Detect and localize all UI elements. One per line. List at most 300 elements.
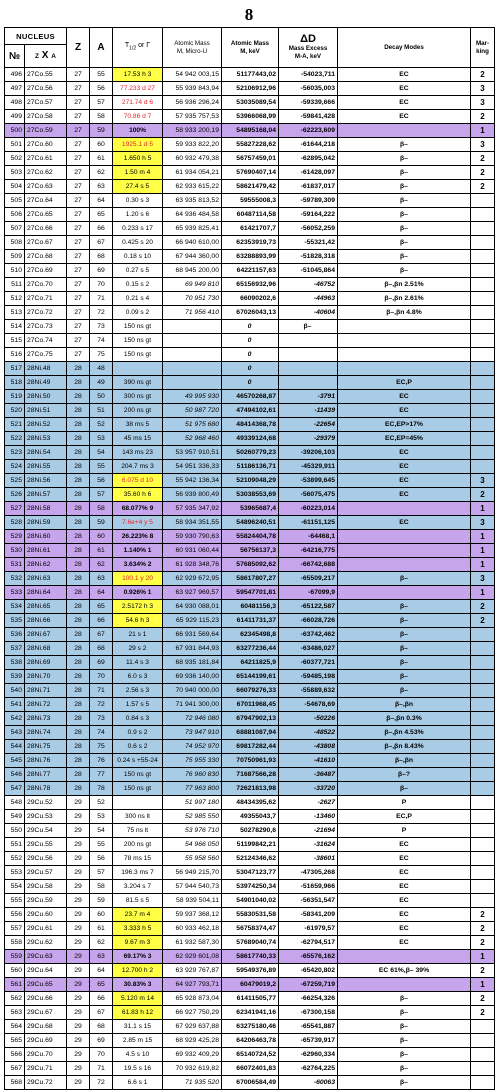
proton-number: 27 <box>67 334 90 348</box>
nuclide-table <box>4 27 495 1090</box>
atomic-mass-micro-u: 65 929 115,23 <box>163 614 222 628</box>
nuclide-symbol: 29Cu.61 <box>25 922 67 936</box>
mass-number: 51 <box>90 404 113 418</box>
atomic-mass-kev: 54896240,51 <box>222 516 279 530</box>
table-row <box>5 1062 495 1076</box>
proton-number: 27 <box>67 152 90 166</box>
mass-excess: -65576,162 <box>279 950 338 964</box>
table-row <box>5 1076 495 1090</box>
half-life: 78 ms 15 <box>113 852 163 866</box>
mass-excess: -51659,966 <box>279 880 338 894</box>
atomic-mass-micro-u: 53 976 710 <box>163 824 222 838</box>
nuclide-symbol: 27Co.69 <box>25 264 67 278</box>
mass-excess: -62794,517 <box>279 936 338 950</box>
marking: 2 <box>471 908 495 922</box>
table-row <box>5 558 495 572</box>
atomic-mass-kev: 59549376,89 <box>222 964 279 978</box>
nuclide-symbol: 29Cu.64 <box>25 964 67 978</box>
half-life: 200 ns gt <box>113 838 163 852</box>
decay-modes: β– <box>338 1020 471 1034</box>
marking <box>471 376 495 390</box>
table-row <box>5 754 495 768</box>
table-row <box>5 516 495 530</box>
mass-excess: -54678,69 <box>279 698 338 712</box>
mass-number: 61 <box>90 922 113 936</box>
row-number: 525 <box>5 474 25 488</box>
decay-modes: β– <box>338 642 471 656</box>
mass-excess: -2627 <box>279 796 338 810</box>
proton-number: 29 <box>67 866 90 880</box>
table-row <box>5 152 495 166</box>
marking: 1 <box>471 124 495 138</box>
mass-excess: -59789,309 <box>279 194 338 208</box>
decay-modes: β– <box>338 1048 471 1062</box>
table-row <box>5 950 495 964</box>
mass-number: 61 <box>90 152 113 166</box>
proton-number: 29 <box>67 810 90 824</box>
mass-excess: -59485,198 <box>279 670 338 684</box>
row-number: 531 <box>5 558 25 572</box>
marking <box>471 894 495 908</box>
marking <box>471 796 495 810</box>
mass-number: 74 <box>90 726 113 740</box>
proton-number: 28 <box>67 516 90 530</box>
half-life: 3.204 s 7 <box>113 880 163 894</box>
atomic-mass-micro-unit: M, Micro-U <box>176 47 208 55</box>
atomic-mass-micro-u: 72 946 080 <box>163 712 222 726</box>
proton-number: 28 <box>67 530 90 544</box>
mass-excess: -62223,609 <box>279 124 338 138</box>
proton-number: 28 <box>67 390 90 404</box>
atomic-mass-micro-u: 69 949 810 <box>163 278 222 292</box>
mass-number: 56 <box>90 82 113 96</box>
decay-modes: β– <box>338 194 471 208</box>
proton-number: 29 <box>67 1020 90 1034</box>
half-life: 35.60 h 6 <box>113 488 163 502</box>
proton-number: 27 <box>67 110 90 124</box>
mass-number: 69 <box>90 1034 113 1048</box>
decay-modes: β– <box>338 1006 471 1020</box>
nuclide-symbol: 27Co.70 <box>25 278 67 292</box>
half-life: 390 ns gt <box>113 376 163 390</box>
nuclide-symbol: 27Co.64 <box>25 194 67 208</box>
table-row <box>5 880 495 894</box>
decay-modes: EC <box>338 516 471 530</box>
marking <box>471 320 495 334</box>
atomic-mass-kev: 65144199,61 <box>222 670 279 684</box>
table-row <box>5 894 495 908</box>
mass-number: 58 <box>90 880 113 894</box>
proton-number: 27 <box>67 96 90 110</box>
table-row <box>5 418 495 432</box>
decay-modes: β– <box>338 628 471 642</box>
nuclide-symbol: 28Ni.75 <box>25 740 67 754</box>
table-row <box>5 488 495 502</box>
mass-excess: -61428,097 <box>279 166 338 180</box>
marking <box>471 726 495 740</box>
table-row <box>5 544 495 558</box>
nuclide-symbol: 28Ni.51 <box>25 404 67 418</box>
table-row <box>5 320 495 334</box>
atomic-mass-micro-u: 56 939 800,49 <box>163 488 222 502</box>
nuclide-symbol: 27Co.58 <box>25 110 67 124</box>
mass-excess: -59339,666 <box>279 96 338 110</box>
atomic-mass-micro-u: 52 968 460 <box>163 432 222 446</box>
atomic-mass-kev: 57690407,14 <box>222 166 279 180</box>
atomic-mass-kev: 68881087,94 <box>222 726 279 740</box>
proton-number: 27 <box>67 208 90 222</box>
decay-modes: P <box>338 824 471 838</box>
nuclide-symbol: 28Ni.50 <box>25 390 67 404</box>
atomic-mass-kev: 49355043,7 <box>222 810 279 824</box>
proton-number: 28 <box>67 544 90 558</box>
atomic-mass-kev: 66079276,33 <box>222 684 279 698</box>
atomic-mass-kev: 71687566,28 <box>222 768 279 782</box>
half-life: 30.83% 3 <box>113 978 163 992</box>
proton-number: 28 <box>67 432 90 446</box>
mass-excess: -64468,1 <box>279 530 338 544</box>
nuclide-symbol: 28Ni.73 <box>25 712 67 726</box>
mass-excess: -55889,632 <box>279 684 338 698</box>
half-life: 68.077% 9 <box>113 502 163 516</box>
atomic-mass-micro-u: 67 944 360,00 <box>163 250 222 264</box>
decay-modes: EC <box>338 838 471 852</box>
atomic-mass-kev: 0 <box>222 320 279 334</box>
table-row <box>5 838 495 852</box>
halflife-header: $T_{1/2}$ or Γ <box>113 28 163 68</box>
row-number: 515 <box>5 334 25 348</box>
decay-modes <box>338 586 471 600</box>
half-life: 45 ms 15 <box>113 432 163 446</box>
atomic-mass-micro-u: 60 932 479,38 <box>163 152 222 166</box>
row-number: 526 <box>5 488 25 502</box>
table-row <box>5 432 495 446</box>
marking: 2 <box>471 614 495 628</box>
nuclide-symbol: 27Co.74 <box>25 334 67 348</box>
mass-number: 58 <box>90 502 113 516</box>
marking <box>471 838 495 852</box>
nuclide-symbol: 29Cu.63 <box>25 950 67 964</box>
decay-modes: β– <box>338 1034 471 1048</box>
nuclide-symbol: 29Cu.65 <box>25 978 67 992</box>
decay-modes: EC <box>338 894 471 908</box>
atomic-mass-micro-u: 68 945 200,00 <box>163 264 222 278</box>
decay-modes: β–,βn 0.3% <box>338 712 471 726</box>
proton-number: 29 <box>67 880 90 894</box>
half-life: 61.83 h 12 <box>113 1006 163 1020</box>
half-life: 21 s 1 <box>113 628 163 642</box>
marking: 1 <box>471 950 495 964</box>
marking <box>471 432 495 446</box>
decay-modes: β–,βn <box>338 698 471 712</box>
mass-number: 57 <box>90 96 113 110</box>
mass-excess: -38601 <box>279 852 338 866</box>
table-row <box>5 810 495 824</box>
atomic-mass-kev: 50278290,6 <box>222 824 279 838</box>
mass-excess: -60223,014 <box>279 502 338 516</box>
nuclide-symbol: 28Ni.78 <box>25 782 67 796</box>
atomic-mass-kev: 62345498,8 <box>222 628 279 642</box>
mass-excess <box>279 348 338 362</box>
atomic-mass-kev: 52109048,29 <box>222 474 279 488</box>
marking <box>471 866 495 880</box>
proton-number: 28 <box>67 376 90 390</box>
atomic-mass-micro-u: 62 929 672,95 <box>163 572 222 586</box>
row-number: 496 <box>5 68 25 82</box>
decay-modes: EC <box>338 460 471 474</box>
atomic-mass-kev: 51177443,02 <box>222 68 279 82</box>
table-row <box>5 978 495 992</box>
proton-number: 27 <box>67 222 90 236</box>
proton-number: 29 <box>67 922 90 936</box>
atomic-mass-micro-u: 55 958 560 <box>163 852 222 866</box>
nuclide-symbol: 29Cu.54 <box>25 824 67 838</box>
nuclide-symbol: 27Co.57 <box>25 96 67 110</box>
nuclide-symbol: 27Co.59 <box>25 124 67 138</box>
marking <box>471 446 495 460</box>
mass-number: 62 <box>90 558 113 572</box>
row-number: 503 <box>5 166 25 180</box>
row-number: 561 <box>5 978 25 992</box>
decay-modes: β– <box>338 1076 471 1090</box>
mass-excess: -36487 <box>279 768 338 782</box>
row-number: 549 <box>5 810 25 824</box>
row-number: 512 <box>5 292 25 306</box>
half-life: 0.233 s 17 <box>113 222 163 236</box>
proton-number: 29 <box>67 964 90 978</box>
atomic-mass-kev: 60479019,2 <box>222 978 279 992</box>
mass-excess <box>279 376 338 390</box>
atomic-mass-micro-u: 55 939 843,94 <box>163 82 222 96</box>
marking-header: Mar-king <box>471 28 495 68</box>
marking <box>471 194 495 208</box>
nuclide-symbol: 29Cu.69 <box>25 1034 67 1048</box>
atomic-mass-micro-u: 60 931 060,44 <box>163 544 222 558</box>
mass-excess: -59841,428 <box>279 110 338 124</box>
proton-number: 28 <box>67 712 90 726</box>
row-number: 539 <box>5 670 25 684</box>
atomic-mass-kev: 53965687,4 <box>222 502 279 516</box>
marking <box>471 824 495 838</box>
table-row <box>5 684 495 698</box>
atomic-mass-kev: 58617740,33 <box>222 950 279 964</box>
atomic-mass-micro-u: 60 933 462,18 <box>163 922 222 936</box>
nuclide-symbol: 28Ni.56 <box>25 474 67 488</box>
atomic-mass-micro-u: 67 931 844,93 <box>163 642 222 656</box>
nuclide-symbol: 29Cu.72 <box>25 1076 67 1090</box>
table-row <box>5 348 495 362</box>
table-row <box>5 866 495 880</box>
half-life: 1.140% 1 <box>113 544 163 558</box>
atomic-mass-micro-u: 58 939 504,11 <box>163 894 222 908</box>
mass-number: 64 <box>90 964 113 978</box>
nuclide-symbol: 27Co.71 <box>25 292 67 306</box>
row-number: 523 <box>5 446 25 460</box>
row-number: 535 <box>5 614 25 628</box>
half-life: 1.50 m 4 <box>113 166 163 180</box>
half-life: 0.425 s 20 <box>113 236 163 250</box>
atomic-mass-kev: 64221157,63 <box>222 264 279 278</box>
mass-number: 76 <box>90 754 113 768</box>
atomic-mass-micro-u: 59 933 822,20 <box>163 138 222 152</box>
decay-modes <box>338 950 471 964</box>
mass-excess: -51828,318 <box>279 250 338 264</box>
table-row <box>5 824 495 838</box>
mass-number: 66 <box>90 992 113 1006</box>
atomic-mass-micro-u: 54 951 336,33 <box>163 460 222 474</box>
table-row <box>5 600 495 614</box>
atomic-mass-micro-u: 57 944 540,73 <box>163 880 222 894</box>
atomic-mass-kev: 67026043,13 <box>222 306 279 320</box>
marking: 3 <box>471 572 495 586</box>
mass-number: 70 <box>90 278 113 292</box>
proton-number: 27 <box>67 250 90 264</box>
row-number: 553 <box>5 866 25 880</box>
atomic-mass-kev: 63275180,46 <box>222 1020 279 1034</box>
atomic-mass-micro-u: 61 928 348,76 <box>163 558 222 572</box>
half-life: 0.09 s 2 <box>113 306 163 320</box>
nuclide-symbol: 29Cu.67 <box>25 1006 67 1020</box>
nuclide-symbol: 28Ni.57 <box>25 488 67 502</box>
table-row <box>5 390 495 404</box>
half-life: 6.0 s 3 <box>113 670 163 684</box>
mass-excess: -53899,645 <box>279 474 338 488</box>
mass-number: 53 <box>90 810 113 824</box>
proton-number: 28 <box>67 572 90 586</box>
marking <box>471 236 495 250</box>
row-number: 518 <box>5 376 25 390</box>
atomic-mass-micro-u: 57 935 347,92 <box>163 502 222 516</box>
proton-number: 27 <box>67 278 90 292</box>
half-life: 0.84 s 3 <box>113 712 163 726</box>
row-number: 564 <box>5 1020 25 1034</box>
decay-modes <box>338 320 471 334</box>
table-row <box>5 642 495 656</box>
decay-modes <box>338 502 471 516</box>
mass-excess: -65420,802 <box>279 964 338 978</box>
nuclide-symbol: 28Ni.74 <box>25 726 67 740</box>
half-life: 0.18 s 10 <box>113 250 163 264</box>
nuclide-symbol: 28Ni.66 <box>25 614 67 628</box>
decay-modes: β– <box>338 222 471 236</box>
proton-number: 29 <box>67 936 90 950</box>
row-number: 504 <box>5 180 25 194</box>
mass-number: 73 <box>90 712 113 726</box>
table-row <box>5 306 495 320</box>
decay-modes: EC,EP=45% <box>338 432 471 446</box>
marking: 1 <box>471 586 495 600</box>
row-number: 556 <box>5 908 25 922</box>
marking <box>471 362 495 376</box>
atomic-mass-micro-u: 68 935 181,84 <box>163 656 222 670</box>
mass-excess-label: Mass Excess <box>288 45 328 52</box>
row-number: 551 <box>5 838 25 852</box>
decay-modes <box>338 558 471 572</box>
mass-number: 59 <box>90 516 113 530</box>
mass-number: 72 <box>90 1076 113 1090</box>
row-number: 546 <box>5 768 25 782</box>
proton-number: 29 <box>67 1034 90 1048</box>
mass-excess: -54023,711 <box>279 68 338 82</box>
mass-number: 72 <box>90 306 113 320</box>
atomic-mass-kev: 66072401,83 <box>222 1062 279 1076</box>
nuclide-symbol: 28Ni.68 <box>25 642 67 656</box>
atomic-mass-kev: 47494102,61 <box>222 404 279 418</box>
nucleus-header: NUCLEUS <box>5 28 67 45</box>
atomic-mass-kev-header <box>222 28 279 68</box>
mass-excess: -29379 <box>279 432 338 446</box>
table-row <box>5 96 495 110</box>
nuclide-symbol: 28Ni.63 <box>25 572 67 586</box>
atomic-mass-kev: 49339124,68 <box>222 432 279 446</box>
half-life: 143 ms 23 <box>113 446 163 460</box>
decay-modes <box>338 544 471 558</box>
table-row <box>5 852 495 866</box>
nuclide-symbol: 28Ni.48 <box>25 362 67 376</box>
mass-number: 54 <box>90 446 113 460</box>
decay-modes: EC <box>338 936 471 950</box>
mass-number: 70 <box>90 670 113 684</box>
mass-number: 71 <box>90 684 113 698</box>
half-life: 23.7 m 4 <box>113 908 163 922</box>
marking <box>471 222 495 236</box>
decay-modes: β–,βn 4.53% <box>338 726 471 740</box>
marking <box>471 1034 495 1048</box>
mass-excess: -67259,719 <box>279 978 338 992</box>
half-life: 0.27 s 5 <box>113 264 163 278</box>
atomic-mass-micro-u: 63 927 969,57 <box>163 586 222 600</box>
nuclide-symbol: 28Ni.64 <box>25 586 67 600</box>
marking <box>471 852 495 866</box>
nuclide-symbol: 28Ni.61 <box>25 544 67 558</box>
half-life: 17.53 h 3 <box>113 68 163 82</box>
table-row <box>5 236 495 250</box>
mass-excess: -48522 <box>279 726 338 740</box>
proton-number: 27 <box>67 194 90 208</box>
table-row <box>5 1034 495 1048</box>
atomic-mass-micro-u: 71 935 520 <box>163 1076 222 1090</box>
half-life: 300 ns lt <box>113 810 163 824</box>
proton-number: 27 <box>67 166 90 180</box>
row-number: 513 <box>5 306 25 320</box>
half-life: 204.7 ms 3 <box>113 460 163 474</box>
atomic-mass-micro-u: 70 951 730 <box>163 292 222 306</box>
half-life: 9.67 m 3 <box>113 936 163 950</box>
marking <box>471 880 495 894</box>
decay-modes: β– <box>338 250 471 264</box>
mass-excess: -43808 <box>279 740 338 754</box>
marking: 2 <box>471 180 495 194</box>
proton-number: 27 <box>67 82 90 96</box>
half-life: 150 ns gt <box>113 782 163 796</box>
mass-excess: β– <box>279 320 338 334</box>
page-number: 8 <box>244 5 254 24</box>
atomic-mass-kev-label: Atomic Mass <box>230 39 270 47</box>
row-number: 567 <box>5 1062 25 1076</box>
marking: 2 <box>471 964 495 978</box>
atomic-mass-kev: 65140724,52 <box>222 1048 279 1062</box>
row-number: 499 <box>5 110 25 124</box>
half-life: 200 ns gt <box>113 404 163 418</box>
atomic-mass-kev: 51186136,71 <box>222 460 279 474</box>
table-row <box>5 768 495 782</box>
decay-modes: β– <box>338 152 471 166</box>
half-life: 150 ns gt <box>113 334 163 348</box>
table-row <box>5 138 495 152</box>
mass-excess: -67300,158 <box>279 1006 338 1020</box>
row-number: 510 <box>5 264 25 278</box>
mass-number: 63 <box>90 572 113 586</box>
